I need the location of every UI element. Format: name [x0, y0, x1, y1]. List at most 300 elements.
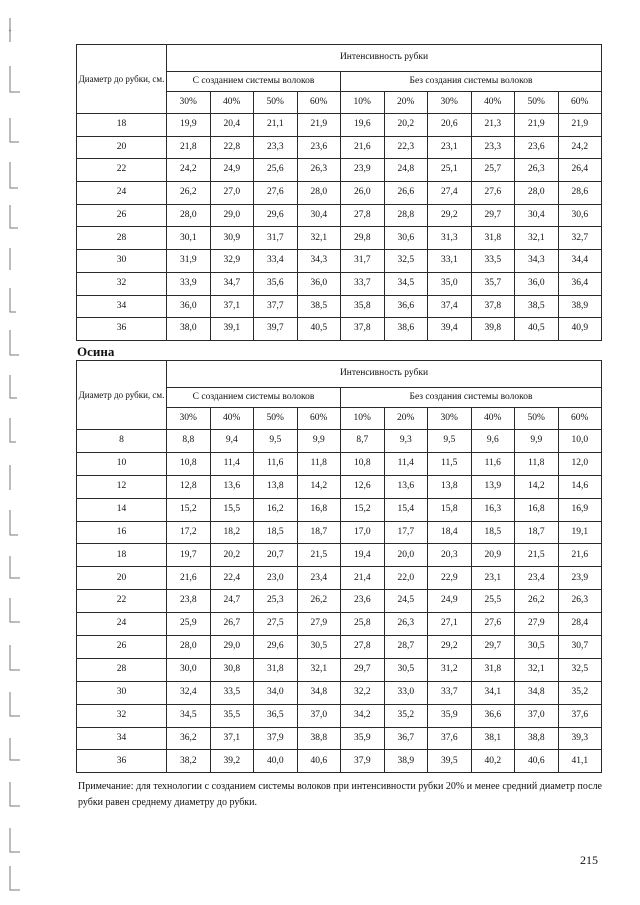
value-cell: 39,8 [471, 318, 515, 341]
value-cell: 24,9 [428, 590, 472, 613]
value-cell: 28,6 [558, 182, 602, 205]
value-cell: 30,6 [384, 227, 428, 250]
diameter-header: Диаметр до рубки, см. [77, 361, 167, 430]
value-cell: 35,0 [428, 272, 472, 295]
value-cell: 21,9 [297, 114, 341, 137]
value-cell: 18,4 [428, 521, 472, 544]
value-cell: 38,8 [297, 727, 341, 750]
value-cell: 33,9 [167, 272, 211, 295]
value-cell: 17,2 [167, 521, 211, 544]
value-cell: 40,9 [558, 318, 602, 341]
diameter-cell: 32 [77, 272, 167, 295]
value-cell: 26,2 [515, 590, 559, 613]
value-cell: 26,2 [167, 182, 211, 205]
value-cell: 9,3 [384, 430, 428, 453]
value-cell: 13,8 [428, 475, 472, 498]
value-cell: 23,3 [471, 136, 515, 159]
table-row [77, 452, 602, 475]
pct-header: 30% [428, 408, 472, 430]
value-cell: 32,5 [558, 658, 602, 681]
pct-header: 60% [297, 408, 341, 430]
pct-header: 30% [167, 408, 211, 430]
value-cell: 34,8 [515, 681, 559, 704]
diameter-cell: 12 [77, 475, 167, 498]
value-cell: 32,5 [384, 250, 428, 273]
value-cell: 33,5 [210, 681, 254, 704]
diameter-cell: 34 [77, 295, 167, 318]
diameter-cell: 26 [77, 204, 167, 227]
value-cell: 26,3 [515, 159, 559, 182]
value-cell: 30,5 [297, 636, 341, 659]
value-cell: 38,8 [515, 727, 559, 750]
with-trails-header: С созданием системы волоков [167, 72, 341, 92]
value-cell: 35,6 [254, 272, 298, 295]
table-row [77, 704, 602, 727]
value-cell: 39,3 [558, 727, 602, 750]
value-cell: 31,7 [254, 227, 298, 250]
table-row [77, 430, 602, 453]
value-cell: 40,6 [297, 750, 341, 773]
value-cell: 38,5 [297, 295, 341, 318]
value-cell: 35,5 [210, 704, 254, 727]
value-cell: 9,9 [515, 430, 559, 453]
table-row [77, 250, 602, 273]
value-cell: 32,1 [297, 658, 341, 681]
diameter-cell: 28 [77, 227, 167, 250]
diameter-cell: 28 [77, 658, 167, 681]
value-cell: 32,1 [515, 658, 559, 681]
value-cell: 37,0 [297, 704, 341, 727]
pct-header: 60% [297, 92, 341, 114]
value-cell: 27,1 [428, 613, 472, 636]
value-cell: 34,5 [167, 704, 211, 727]
value-cell: 14,2 [297, 475, 341, 498]
value-cell: 11,8 [297, 452, 341, 475]
pct-header: 10% [341, 92, 385, 114]
value-cell: 39,5 [428, 750, 472, 773]
value-cell: 37,4 [428, 295, 472, 318]
value-cell: 29,0 [210, 204, 254, 227]
value-cell: 35,9 [341, 727, 385, 750]
table-row [77, 114, 602, 137]
value-cell: 34,8 [297, 681, 341, 704]
value-cell: 21,9 [558, 114, 602, 137]
diameter-cell: 18 [77, 114, 167, 137]
table-row [77, 567, 602, 590]
value-cell: 12,8 [167, 475, 211, 498]
value-cell: 21,6 [167, 567, 211, 590]
value-cell: 32,1 [297, 227, 341, 250]
value-cell: 36,7 [384, 727, 428, 750]
value-cell: 33,4 [254, 250, 298, 273]
value-cell: 23,8 [167, 590, 211, 613]
value-cell: 40,2 [471, 750, 515, 773]
value-cell: 10,0 [558, 430, 602, 453]
value-cell: 34,0 [254, 681, 298, 704]
table-aspen-body [77, 430, 602, 773]
value-cell: 28,4 [558, 613, 602, 636]
value-cell: 33,1 [428, 250, 472, 273]
value-cell: 23,4 [297, 567, 341, 590]
pct-header: 40% [471, 92, 515, 114]
value-cell: 19,9 [167, 114, 211, 137]
value-cell: 37,6 [428, 727, 472, 750]
value-cell: 23,3 [254, 136, 298, 159]
value-cell: 26,7 [210, 613, 254, 636]
value-cell: 29,8 [341, 227, 385, 250]
pct-header: 40% [210, 92, 254, 114]
binding-margin-marks [0, 0, 40, 905]
value-cell: 38,5 [515, 295, 559, 318]
value-cell: 24,2 [167, 159, 211, 182]
value-cell: 9,5 [428, 430, 472, 453]
value-cell: 41,1 [558, 750, 602, 773]
value-cell: 30,4 [515, 204, 559, 227]
value-cell: 21,5 [297, 544, 341, 567]
value-cell: 16,8 [515, 498, 559, 521]
value-cell: 34,2 [341, 704, 385, 727]
value-cell: 14,2 [515, 475, 559, 498]
value-cell: 12,6 [341, 475, 385, 498]
value-cell: 40,0 [254, 750, 298, 773]
value-cell: 16,2 [254, 498, 298, 521]
value-cell: 32,9 [210, 250, 254, 273]
value-cell: 16,9 [558, 498, 602, 521]
value-cell: 23,6 [341, 590, 385, 613]
value-cell: 36,0 [297, 272, 341, 295]
value-cell: 20,2 [384, 114, 428, 137]
value-cell: 39,7 [254, 318, 298, 341]
value-cell: 31,7 [341, 250, 385, 273]
value-cell: 36,2 [167, 727, 211, 750]
table-upper [76, 44, 602, 341]
value-cell: 20,4 [210, 114, 254, 137]
value-cell: 25,8 [341, 613, 385, 636]
diameter-cell: 22 [77, 590, 167, 613]
value-cell: 23,1 [428, 136, 472, 159]
value-cell: 40,5 [297, 318, 341, 341]
value-cell: 37,8 [341, 318, 385, 341]
value-cell: 21,8 [167, 136, 211, 159]
value-cell: 31,3 [428, 227, 472, 250]
value-cell: 15,8 [428, 498, 472, 521]
value-cell: 38,1 [471, 727, 515, 750]
diameter-cell: 18 [77, 544, 167, 567]
value-cell: 36,0 [515, 272, 559, 295]
value-cell: 26,3 [297, 159, 341, 182]
value-cell: 37,9 [254, 727, 298, 750]
table-row [77, 318, 602, 341]
value-cell: 12,0 [558, 452, 602, 475]
value-cell: 40,6 [515, 750, 559, 773]
table-row [77, 544, 602, 567]
value-cell: 38,6 [384, 318, 428, 341]
pct-header: 50% [254, 408, 298, 430]
value-cell: 28,0 [167, 204, 211, 227]
value-cell: 27,8 [341, 204, 385, 227]
pct-header: 50% [515, 92, 559, 114]
pct-header: 60% [558, 92, 602, 114]
value-cell: 29,6 [254, 204, 298, 227]
value-cell: 22,4 [210, 567, 254, 590]
value-cell: 21,9 [515, 114, 559, 137]
value-cell: 32,4 [167, 681, 211, 704]
value-cell: 26,6 [384, 182, 428, 205]
value-cell: 25,9 [167, 613, 211, 636]
value-cell: 27,8 [341, 636, 385, 659]
diameter-cell: 36 [77, 750, 167, 773]
value-cell: 35,8 [341, 295, 385, 318]
diameter-cell: 30 [77, 250, 167, 273]
value-cell: 27,6 [471, 182, 515, 205]
value-cell: 34,1 [471, 681, 515, 704]
value-cell: 37,6 [558, 704, 602, 727]
table-aspen [76, 360, 602, 773]
diameter-cell: 30 [77, 681, 167, 704]
value-cell: 26,0 [341, 182, 385, 205]
section-title-aspen: Осина [77, 344, 115, 359]
value-cell: 20,2 [210, 544, 254, 567]
value-cell: 33,7 [428, 681, 472, 704]
table-row [77, 727, 602, 750]
pct-header: 50% [254, 92, 298, 114]
value-cell: 35,2 [384, 704, 428, 727]
value-cell: 37,0 [515, 704, 559, 727]
value-cell: 23,6 [297, 136, 341, 159]
value-cell: 10,8 [167, 452, 211, 475]
value-cell: 35,7 [471, 272, 515, 295]
value-cell: 29,2 [428, 204, 472, 227]
without-trails-header: Без создания системы волоков [341, 388, 602, 408]
value-cell: 27,0 [210, 182, 254, 205]
value-cell: 26,4 [558, 159, 602, 182]
value-cell: 30,7 [558, 636, 602, 659]
value-cell: 27,5 [254, 613, 298, 636]
value-cell: 35,2 [558, 681, 602, 704]
value-cell: 34,3 [297, 250, 341, 273]
table-row [77, 613, 602, 636]
value-cell: 18,7 [515, 521, 559, 544]
value-cell: 17,0 [341, 521, 385, 544]
table-row [77, 750, 602, 773]
value-cell: 34,5 [384, 272, 428, 295]
value-cell: 25,6 [254, 159, 298, 182]
value-cell: 9,9 [297, 430, 341, 453]
value-cell: 37,1 [210, 727, 254, 750]
value-cell: 38,2 [167, 750, 211, 773]
value-cell: 24,2 [558, 136, 602, 159]
value-cell: 20,7 [254, 544, 298, 567]
value-cell: 22,3 [384, 136, 428, 159]
diameter-cell: 24 [77, 613, 167, 636]
table-row [77, 159, 602, 182]
pct-header: 40% [210, 408, 254, 430]
table-row [77, 182, 602, 205]
value-cell: 21,6 [341, 136, 385, 159]
value-cell: 23,0 [254, 567, 298, 590]
value-cell: 9,4 [210, 430, 254, 453]
value-cell: 21,1 [254, 114, 298, 137]
value-cell: 34,3 [515, 250, 559, 273]
value-cell: 20,9 [471, 544, 515, 567]
value-cell: 27,6 [471, 613, 515, 636]
diameter-cell: 36 [77, 318, 167, 341]
diameter-cell: 20 [77, 567, 167, 590]
value-cell: 24,5 [384, 590, 428, 613]
diameter-cell: 32 [77, 704, 167, 727]
value-cell: 11,4 [384, 452, 428, 475]
pct-header: 30% [428, 92, 472, 114]
pct-header: 20% [384, 408, 428, 430]
value-cell: 11,8 [515, 452, 559, 475]
table-row [77, 681, 602, 704]
footnote: Примечание: для технологии с созданием системы волоков при интенсивности рубки 20% и менее средний диаметр после рубки равен среднему диаметру до рубки. [78, 781, 602, 808]
value-cell: 37,1 [210, 295, 254, 318]
value-cell: 26,3 [384, 613, 428, 636]
value-cell: 39,2 [210, 750, 254, 773]
value-cell: 28,0 [515, 182, 559, 205]
value-cell: 35,9 [428, 704, 472, 727]
value-cell: 29,7 [471, 204, 515, 227]
value-cell: 11,6 [471, 452, 515, 475]
value-cell: 31,9 [167, 250, 211, 273]
pct-header: 30% [167, 92, 211, 114]
diameter-cell: 26 [77, 636, 167, 659]
value-cell: 26,2 [297, 590, 341, 613]
diameter-cell: 8 [77, 430, 167, 453]
diameter-cell: 14 [77, 498, 167, 521]
value-cell: 15,2 [341, 498, 385, 521]
value-cell: 23,1 [471, 567, 515, 590]
value-cell: 11,6 [254, 452, 298, 475]
diameter-header: Диаметр до рубки, см. [77, 45, 167, 114]
pct-header: 20% [384, 92, 428, 114]
value-cell: 36,5 [254, 704, 298, 727]
value-cell: 20,0 [384, 544, 428, 567]
value-cell: 32,2 [341, 681, 385, 704]
with-trails-header: С созданием системы волоков [167, 388, 341, 408]
value-cell: 27,9 [515, 613, 559, 636]
value-cell: 38,9 [384, 750, 428, 773]
value-cell: 33,7 [341, 272, 385, 295]
value-cell: 16,8 [297, 498, 341, 521]
value-cell: 17,7 [384, 521, 428, 544]
table-row [77, 227, 602, 250]
value-cell: 40,5 [515, 318, 559, 341]
value-cell: 23,9 [341, 159, 385, 182]
value-cell: 36,0 [167, 295, 211, 318]
value-cell: 30,4 [297, 204, 341, 227]
value-cell: 14,6 [558, 475, 602, 498]
table-row [77, 658, 602, 681]
diameter-cell: 34 [77, 727, 167, 750]
value-cell: 15,4 [384, 498, 428, 521]
value-cell: 8,8 [167, 430, 211, 453]
value-cell: 15,2 [167, 498, 211, 521]
page-number: 215 [580, 853, 598, 867]
value-cell: 36,6 [471, 704, 515, 727]
value-cell: 23,9 [558, 567, 602, 590]
value-cell: 31,8 [471, 227, 515, 250]
value-cell: 18,7 [297, 521, 341, 544]
pct-header: 60% [558, 408, 602, 430]
table-row [77, 498, 602, 521]
value-cell: 34,4 [558, 250, 602, 273]
value-cell: 13,6 [210, 475, 254, 498]
value-cell: 38,9 [558, 295, 602, 318]
value-cell: 33,5 [471, 250, 515, 273]
table-upper-body [77, 114, 602, 341]
value-cell: 28,8 [384, 204, 428, 227]
value-cell: 24,8 [384, 159, 428, 182]
value-cell: 29,6 [254, 636, 298, 659]
value-cell: 27,4 [428, 182, 472, 205]
value-cell: 13,8 [254, 475, 298, 498]
value-cell: 29,2 [428, 636, 472, 659]
value-cell: 21,3 [471, 114, 515, 137]
diameter-cell: 16 [77, 521, 167, 544]
value-cell: 10,8 [341, 452, 385, 475]
value-cell: 31,8 [471, 658, 515, 681]
value-cell: 25,5 [471, 590, 515, 613]
value-cell: 30,1 [167, 227, 211, 250]
value-cell: 29,7 [341, 658, 385, 681]
value-cell: 30,6 [558, 204, 602, 227]
value-cell: 26,3 [558, 590, 602, 613]
value-cell: 13,9 [471, 475, 515, 498]
value-cell: 9,5 [254, 430, 298, 453]
pct-header: 40% [471, 408, 515, 430]
value-cell: 20,6 [428, 114, 472, 137]
table-row [77, 136, 602, 159]
value-cell: 33,0 [384, 681, 428, 704]
value-cell: 27,6 [254, 182, 298, 205]
value-cell: 30,5 [384, 658, 428, 681]
value-cell: 29,0 [210, 636, 254, 659]
value-cell: 19,7 [167, 544, 211, 567]
value-cell: 22,8 [210, 136, 254, 159]
diameter-cell: 22 [77, 159, 167, 182]
binding-marks-svg [0, 0, 40, 905]
value-cell: 21,6 [558, 544, 602, 567]
diameter-cell: 24 [77, 182, 167, 205]
value-cell: 9,6 [471, 430, 515, 453]
pct-header: 10% [341, 408, 385, 430]
value-cell: 22,9 [428, 567, 472, 590]
value-cell: 31,2 [428, 658, 472, 681]
value-cell: 18,5 [254, 521, 298, 544]
value-cell: 19,1 [558, 521, 602, 544]
value-cell: 38,0 [167, 318, 211, 341]
value-cell: 36,6 [384, 295, 428, 318]
value-cell: 16,3 [471, 498, 515, 521]
value-cell: 22,0 [384, 567, 428, 590]
value-cell: 30,8 [210, 658, 254, 681]
intensity-header: Интенсивность рубки [167, 361, 602, 388]
table-row [77, 272, 602, 295]
value-cell: 30,0 [167, 658, 211, 681]
diameter-cell: 20 [77, 136, 167, 159]
value-cell: 15,5 [210, 498, 254, 521]
value-cell: 19,4 [341, 544, 385, 567]
value-cell: 32,1 [515, 227, 559, 250]
value-cell: 11,4 [210, 452, 254, 475]
table-row [77, 295, 602, 318]
pct-header: 50% [515, 408, 559, 430]
value-cell: 24,7 [210, 590, 254, 613]
value-cell: 30,5 [515, 636, 559, 659]
value-cell: 18,5 [471, 521, 515, 544]
